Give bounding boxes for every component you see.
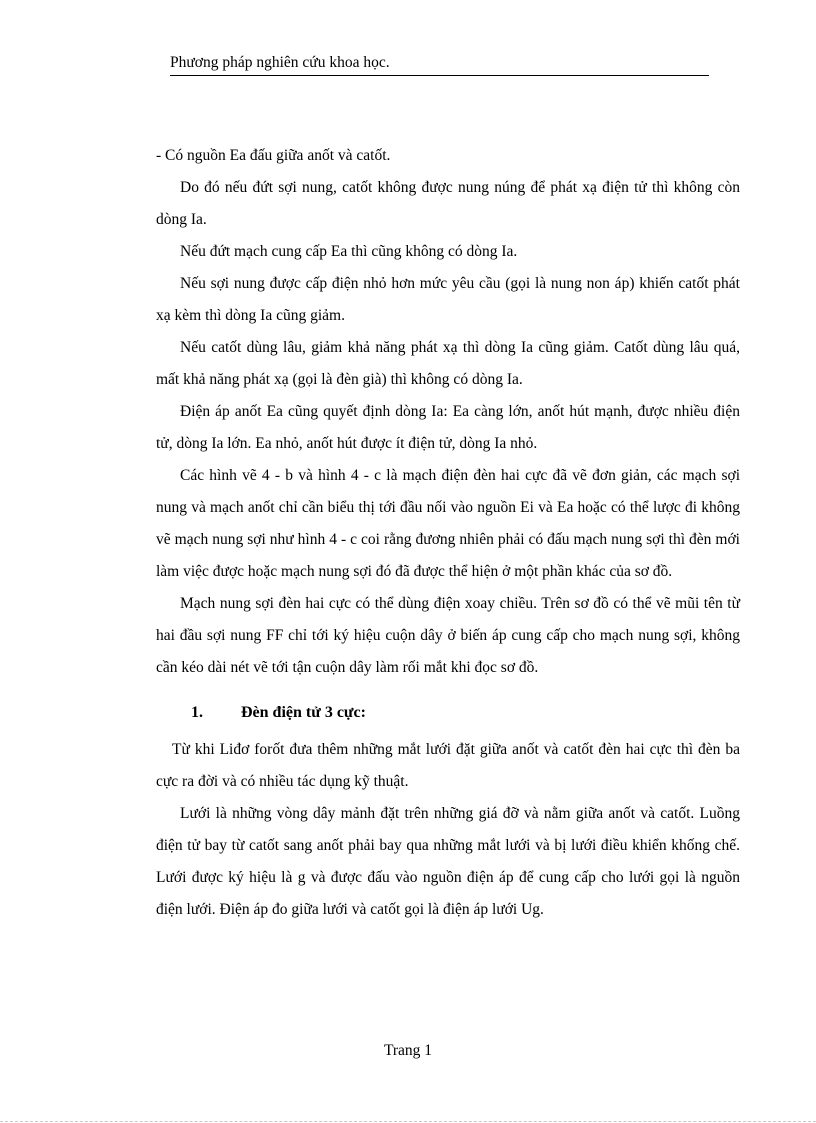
paragraph: Lưới là những vòng dây mảnh đặt trên những giá đỡ và nằm giữa anốt và catốt. Luồng điện tử bay từ catốt sang anốt phải bay qua những mắt lưới và bị lưới điều khiển khống chế. Lưới được ký hiệu là g và được đấu vào nguồn điện áp để cung cấp cho lưới gọi là nguồn điện lưới. Điện áp đo giữa lưới và catốt gọi là điện áp lưới Ug. xyxy=(156,805,740,918)
section-heading xyxy=(156,698,740,728)
page-number: Trang 1 xyxy=(383,1042,433,1059)
page-boundary-divider xyxy=(0,1121,816,1122)
paragraph: - Có nguồn Ea đấu giữa anốt và catốt. xyxy=(156,147,391,164)
paragraph: Nếu sợi nung được cấp điện nhỏ hơn mức yêu cầu (gọi là nung non áp) khiến catốt phát xạ kèm thì dòng Ia cũng giảm. xyxy=(156,275,740,324)
paragraph: Nếu catốt dùng lâu, giảm khả năng phát xạ thì dòng Ia cũng giảm. Catốt dùng lâu quá, mất khả năng phát xạ (gọi là đèn già) thì không có dòng Ia. xyxy=(156,339,740,388)
paragraph: Từ khi Liđơ forốt đưa thêm những mắt lưới đặt giữa anốt và catốt đèn hai cực thì đèn ba cực ra đời và có nhiều tác dụng kỹ thuật. xyxy=(156,741,740,790)
paragraph: Điện áp anốt Ea cũng quyết định dòng Ia: Ea càng lớn, anốt hút mạnh, được nhiều điện tử, dòng Ia lớn. Ea nhỏ, anốt hút được ít điện tử, dòng Ia nhỏ. xyxy=(156,403,740,452)
running-header: Phương pháp nghiên cứu khoa học. xyxy=(170,52,709,76)
paragraph: Do đó nếu đứt sợi nung, catốt không được nung núng để phát xạ điện tử thì không còn dòng Ia. xyxy=(156,179,740,228)
section-number: 1. xyxy=(191,704,203,721)
section-title: Đèn điện tử 3 cực: xyxy=(241,704,366,721)
paragraph: Nếu đứt mạch cung cấp Ea thì cũng không có dòng Ia. xyxy=(180,243,518,260)
body-text xyxy=(156,140,740,926)
paragraph: Các hình vẽ 4 - b và hình 4 - c là mạch điện đèn hai cực đã vẽ đơn giản, các mạch sợi nung và mạch anốt chỉ cần biểu thị tới đầu nối vào nguồn Ei và Ea hoặc có thể lược đi không vẽ mạch nung sợi như hình 4 - c coi rằng đương nhiên phải có đấu mạch nung sợi thì đèn mới làm việc được hoặc mạch nung sợi đó đã được thể hiện ở một phần khác của sơ đồ. xyxy=(156,467,740,580)
paragraph: Mạch nung sợi đèn hai cực có thể dùng điện xoay chiều. Trên sơ đồ có thể vẽ mũi tên từ hai đầu sợi nung FF chỉ tới ký hiệu cuộn dây ở biến áp cung cấp cho mạch nung sợi, không cần kéo dài nét vẽ tới tận cuộn dây làm rối mắt khi đọc sơ đồ. xyxy=(156,595,740,676)
